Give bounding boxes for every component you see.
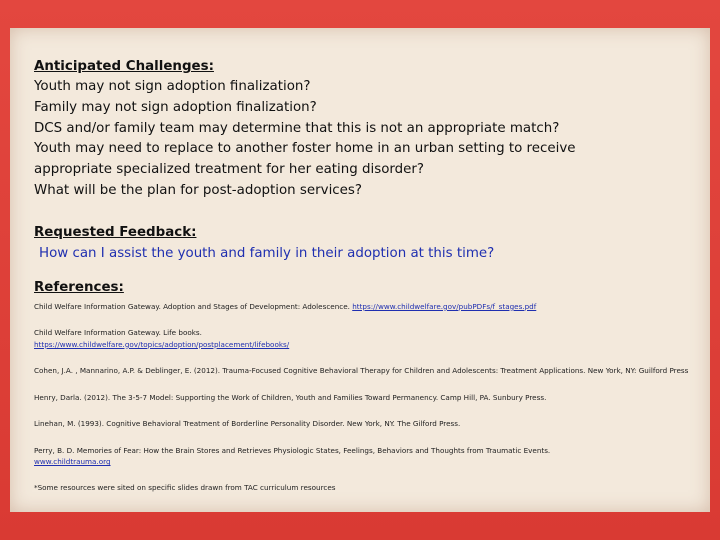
reference-item: [34, 301, 694, 313]
reference-item: [34, 392, 694, 404]
references-heading: References:: [34, 279, 124, 295]
challenge-item: Family may not sign adoption finalization?: [34, 99, 317, 115]
challenge-item: DCS and/or family team may determine that this is not an appropriate match?: [34, 120, 560, 136]
reference-link[interactable]: https://www.childwelfare.gov/pubPDFs/f_stages.pdf: [352, 301, 537, 311]
reference-item: [34, 327, 694, 350]
reference-item: [34, 445, 694, 468]
reference-item: [34, 418, 694, 430]
challenge-item: Youth may need to replace to another foster home in an urban setting to receive: [34, 141, 576, 157]
reference-text: Child Welfare Information Gateway. Adoption and Stages of Development: Adolescence.: [34, 301, 353, 311]
reference-text: Linehan, M. (1993). Cognitive Behavioral Treatment of Borderline Personality Disorder. New York, NY. The Gilford Press.: [34, 419, 461, 429]
slide-content: [34, 58, 694, 500]
challenge-item: appropriate specialized treatment for her eating disorder?: [34, 162, 425, 178]
challenges-list: [34, 77, 694, 202]
feedback-question: How can I assist the youth and family in their adoption at this time?: [39, 245, 495, 261]
challenges-heading: Anticipated Challenges:: [34, 59, 214, 74]
reference-link[interactable]: www.childtrauma.org: [34, 457, 111, 467]
reference-link[interactable]: https://www.childwelfare.gov/topics/adoption/postplacement/lifebooks/: [34, 339, 290, 349]
feedback-heading: Requested Feedback:: [34, 224, 197, 240]
reference-text: Child Welfare Information Gateway. Life books.: [34, 328, 202, 338]
footnote: *Some resources were sited on specific slides drawn from TAC curriculum resources: [34, 482, 336, 492]
reference-text: Cohen, J.A. , Mannarino, A.P. & Deblinger, E. (2012). Trauma-Focused Cognitive Behavioral Therapy for Children and Adolescents: Treatment Applications. New York, NY: Guilford Press: [34, 366, 689, 376]
reference-text: Perry, B. D. Memories of Fear: How the Brain Stores and Retrieves Physiologic States, Feelings, Behaviors and Thoughts from Traumatic Events.: [34, 445, 551, 455]
challenge-item: What will be the plan for post-adoption services?: [34, 182, 362, 198]
challenge-item: Youth may not sign adoption finalization?: [34, 79, 311, 94]
reference-item: [34, 365, 694, 377]
reference-text: Henry, Darla. (2012). The 3-5-7 Model: Supporting the Work of Children, Youth and Families Toward Permanency. Camp Hill, PA. Sunbury Press.: [34, 392, 547, 402]
